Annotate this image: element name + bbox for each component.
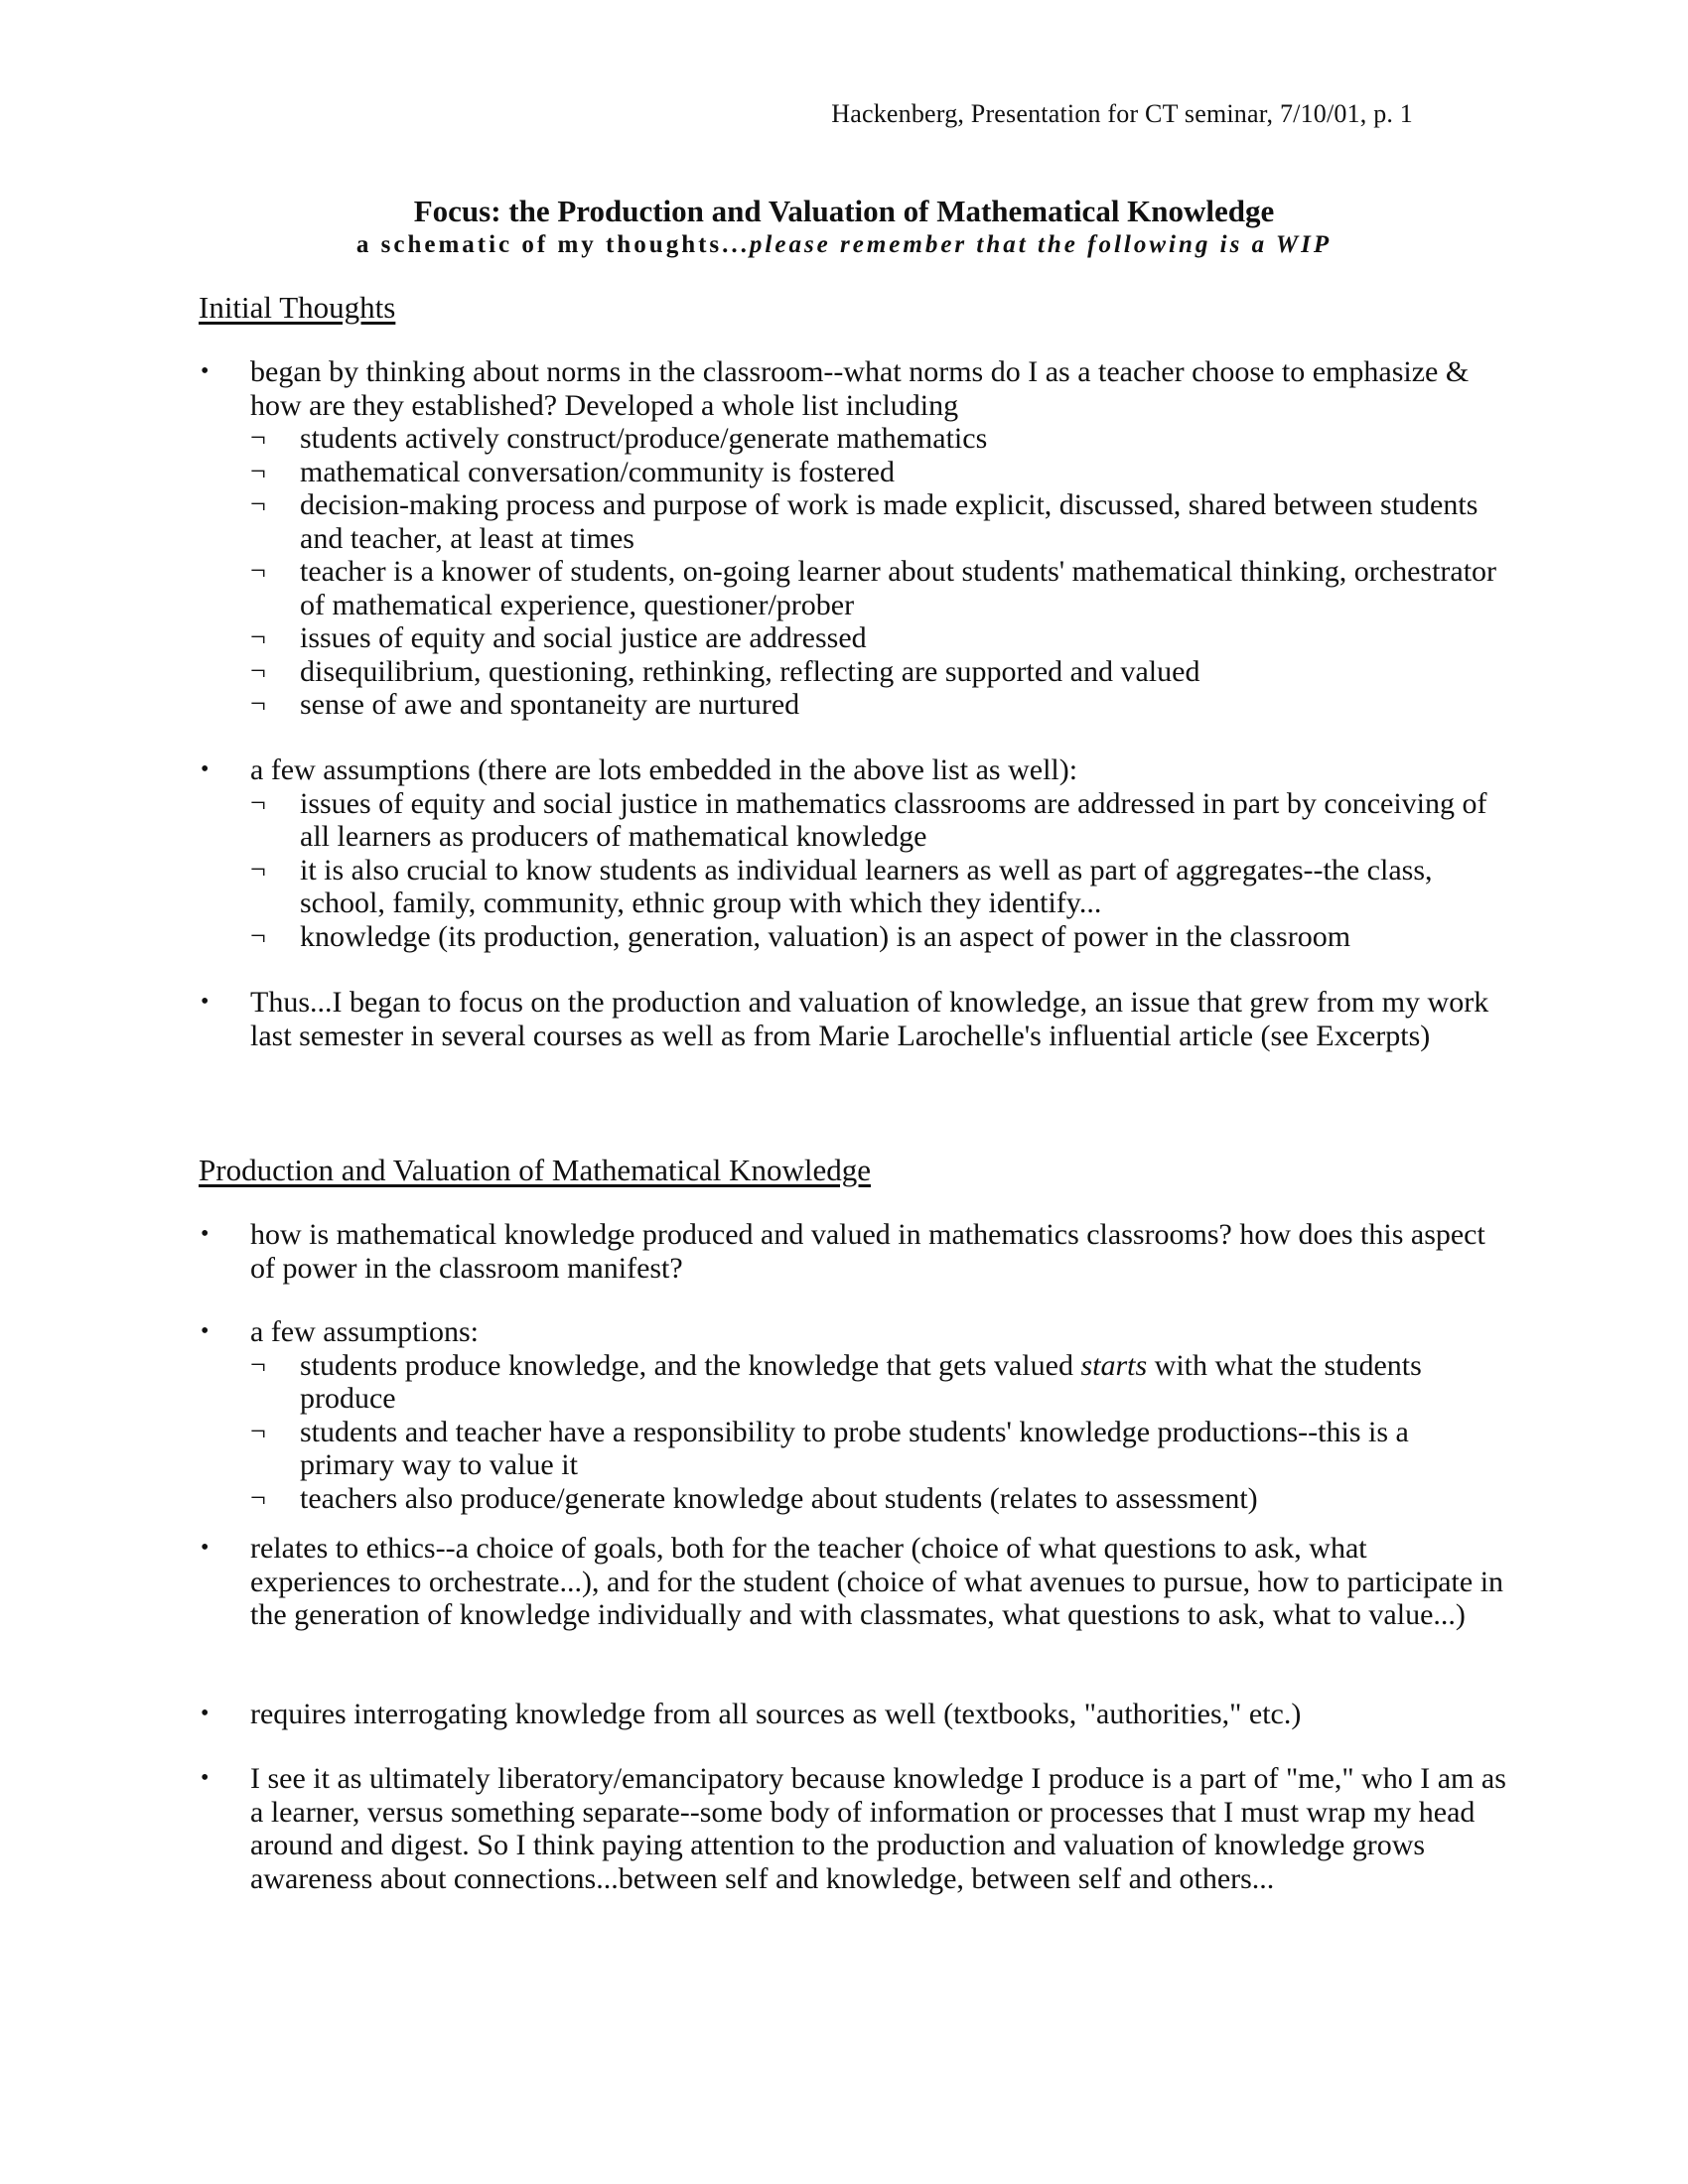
bullet-icon: •	[201, 358, 210, 384]
emphasis-starts: starts	[1080, 1348, 1148, 1382]
negation-icon: ¬	[250, 920, 266, 952]
bullet-text: began by thinking about norms in the classroom--what norms do I as a teacher choose to emphasize & how are they established? Developed a whole list including	[250, 355, 1470, 422]
negation-icon: ¬	[250, 1416, 266, 1447]
bullet-text: Thus...I began to focus on the production and valuation of knowledge, an issue that grew from my work last semester in several courses as well as from Marie Larochelle's influential article (see Excerpts)	[250, 986, 1489, 1052]
document-subtitle	[0, 231, 1688, 259]
sub-item: ¬ mathematical conversation/community is fostered	[250, 455, 895, 488]
sub-item: ¬ decision-making process and purpose of work is made explicit, discussed, shared between students and teacher, at least at times	[250, 488, 1478, 555]
section1-bullet-1	[199, 355, 1509, 722]
bullet-icon: •	[201, 1765, 210, 1791]
negation-icon: ¬	[250, 489, 266, 520]
bullet-icon: •	[201, 1318, 210, 1344]
bullet-icon: •	[201, 1701, 210, 1726]
section1-bullet-2	[199, 753, 1509, 953]
sub-item: ¬ teacher is a knower of students, on-going learner about students' mathematical thinking, orchestrator of mathematical experience, questioner/prober	[250, 555, 1497, 621]
bullet-text: how is mathematical knowledge produced and valued in mathematics classrooms? how does this aspect of power in the classroom manifest?	[250, 1218, 1485, 1285]
sub-list	[250, 1349, 1509, 1516]
bullet-text: requires interrogating knowledge from all sources as well (textbooks, "authorities," etc.)	[250, 1698, 1302, 1730]
negation-icon: ¬	[250, 456, 266, 487]
bullet-text: relates to ethics--a choice of goals, both for the teacher (choice of what questions to ask, what experiences to orchestrate...), and for the student (choice of what avenues to pursue, how to participate in the generation of knowledge individually and with classmates, what questions to ask, what to value...)	[250, 1532, 1504, 1631]
document-title: Focus: the Production and Valuation of Mathematical Knowledge	[413, 194, 1275, 228]
sub-item: ¬ issues of equity and social justice are addressed	[250, 621, 867, 654]
negation-icon: ¬	[250, 622, 266, 653]
section2-bullet-2	[199, 1315, 1509, 1515]
sub-item: ¬ students and teacher have a responsibility to probe students' knowledge productions--this is a primary way to value it	[250, 1415, 1409, 1481]
negation-icon: ¬	[250, 1349, 266, 1381]
bullet-icon: •	[201, 1221, 210, 1247]
sub-list	[250, 787, 1509, 954]
sub-item: ¬ students actively construct/produce/generate mathematics	[250, 422, 988, 455]
sub-item: ¬ disequilibrium, questioning, rethinking, reflecting are supported and valued	[250, 654, 1200, 688]
bullet-text: I see it as ultimately liberatory/emancipatory because knowledge I produce is a part of "me," who I am as a learner, versus something separate--some body of information or processes that I must wrap my head around and digest. So I think paying attention to the production and valuation of knowledge grows awareness about connections...between self and knowledge, between self and others...	[250, 1762, 1506, 1895]
negation-icon: ¬	[250, 1482, 266, 1514]
negation-icon: ¬	[250, 854, 266, 886]
sub-item: ¬ it is also crucial to know students as individual learners as well as part of aggregates--the class, school, family, community, ethnic group with which they identify...	[250, 853, 1433, 919]
negation-icon: ¬	[250, 689, 266, 720]
section2-bullet-3	[199, 1532, 1509, 1632]
section-heading-initial-thoughts: Initial Thoughts	[199, 290, 396, 325]
sub-item: ¬ teachers also produce/generate knowledge about students (relates to assessment)	[250, 1481, 1258, 1515]
sub-item: ¬ issues of equity and social justice in mathematics classrooms are addressed in part by conceiving of all learners as producers of mathematical knowledge	[250, 786, 1487, 853]
bullet-text: a few assumptions (there are lots embedded in the above list as well):	[250, 753, 1078, 786]
bullet-icon: •	[201, 756, 210, 782]
negation-icon: ¬	[250, 556, 266, 587]
bullet-icon: •	[201, 1535, 210, 1561]
running-header: Hackenberg, Presentation for CT seminar, 7/10/01, p. 1	[831, 99, 1413, 128]
sub-item: ¬ sense of awe and spontaneity are nurtured	[250, 688, 800, 721]
sub-item: ¬ knowledge (its production, generation, valuation) is an aspect of power in the classroom	[250, 919, 1351, 953]
sub-list	[250, 422, 1509, 722]
sub-item: ¬ students produce knowledge, and the knowledge that gets valued starts with what the students produce	[250, 1348, 1422, 1415]
section2-bullet-4	[199, 1698, 1509, 1731]
subtitle-tail: please remember that the following is a WIP	[749, 231, 1333, 258]
negation-icon: ¬	[250, 423, 266, 454]
negation-icon: ¬	[250, 655, 266, 687]
section1-bullet-3	[199, 986, 1509, 1052]
section2-bullet-5	[199, 1762, 1509, 1895]
section-heading-production-valuation: Production and Valuation of Mathematical Knowledge	[199, 1153, 871, 1187]
subtitle-lead: a schematic of my thoughts...	[355, 231, 750, 258]
section2-bullet-1	[199, 1218, 1509, 1285]
bullet-icon: •	[201, 989, 210, 1015]
negation-icon: ¬	[250, 787, 266, 819]
bullet-text: a few assumptions:	[250, 1315, 479, 1348]
